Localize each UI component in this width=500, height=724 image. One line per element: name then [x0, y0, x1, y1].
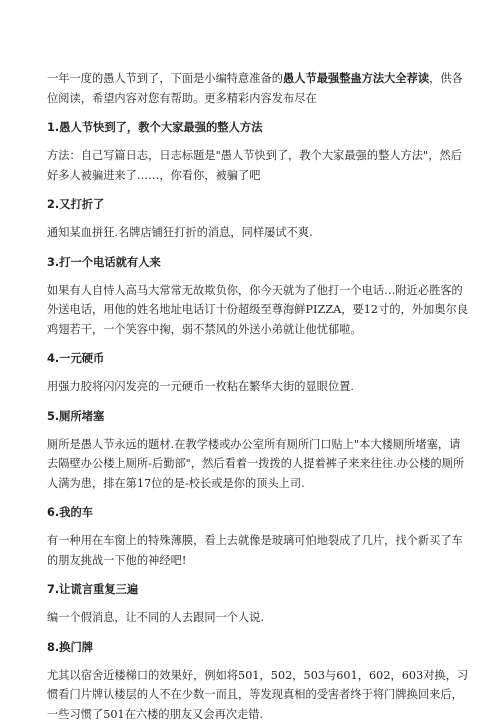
section-heading: 1.愚人节快到了，教个大家最强的整人方法: [47, 118, 470, 137]
section-heading: 3.打一个电话就有人来: [47, 253, 470, 272]
section-7: [47, 580, 470, 628]
section-8: [47, 638, 470, 724]
section-body: 方法：自己写篇日志，日志标题是"愚人节快到了，教个大家最强的整人方法"，然后好多人被骗进来了……，你看你，被骗了吧: [47, 146, 470, 185]
intro-text-before: 一年一度的愚人节到了，下面是小编特意准备的: [47, 72, 283, 85]
section-4: [47, 349, 470, 397]
section-1: [47, 118, 470, 185]
section-heading: 7.让谎言重复三遍: [47, 580, 470, 599]
intro-text-after: ，供各位阅读，希望内容对您有帮助。更多精彩内容发布尽在: [47, 72, 463, 105]
section-heading: 2.又打折了: [47, 195, 470, 214]
section-heading: 6.我的车: [47, 503, 470, 522]
section-body: 通知某血拼狂.名牌店铺狂打折的消息，同样屡试不爽.: [47, 223, 470, 243]
section-body: 尤其以宿舍近楼梯口的效果好，例如将501，502，503与601，602，603对换，习惯看门片牌认楼层的人不在少数一而且，等发现真相的受害者终于将门牌换回来后，一些习惯了501在六楼的朋友又会再次走错.: [47, 666, 470, 724]
section-body: 有一种用在车窗上的特殊薄膜，看上去就像是玻璃可怕地裂成了几片，找个新买了车的朋友挑战一下他的神经吧!: [47, 531, 470, 570]
intro-highlight-link[interactable]: 愚人节最强整蛊方法大全荐读: [283, 72, 429, 85]
section-body: 编一个假消息，让不同的人去跟同一个人说.: [47, 608, 470, 628]
section-heading: 8.换门牌: [47, 638, 470, 657]
section-body: 用强力胶将闪闪发亮的一元硬币一枚粘在繁华大街的显眼位置.: [47, 377, 470, 397]
section-6: [47, 503, 470, 570]
section-heading: 4.一元硬币: [47, 349, 470, 368]
intro-paragraph: [47, 69, 470, 108]
section-2: [47, 195, 470, 243]
section-3: [47, 253, 470, 340]
section-heading: 5.厕所堵塞: [47, 407, 470, 426]
section-5: [47, 407, 470, 494]
section-body: 厕所是愚人节永远的题材.在教学楼或办公室所有厕所门口贴上"本大楼厕所堵塞，请去隔壁办公楼上厕所-后勤部"，然后看着一拨拨的人提着裤子来来往往.办公楼的厕所人满为患，排在第17位的是-校长或是你的顶头上司.: [47, 435, 470, 494]
section-body: 如果有人自恃人高马大常常无故欺负你，你今天就为了他打一个电话…附近必胜客的外送电话，用他的姓名地址电话订十份超级至尊海鲜PIZZA，要12寸的，外加奥尔良鸡翅若干，一个笑容中掬，弱不禁风的外送小弟就让他忧郁啦。: [47, 281, 470, 340]
